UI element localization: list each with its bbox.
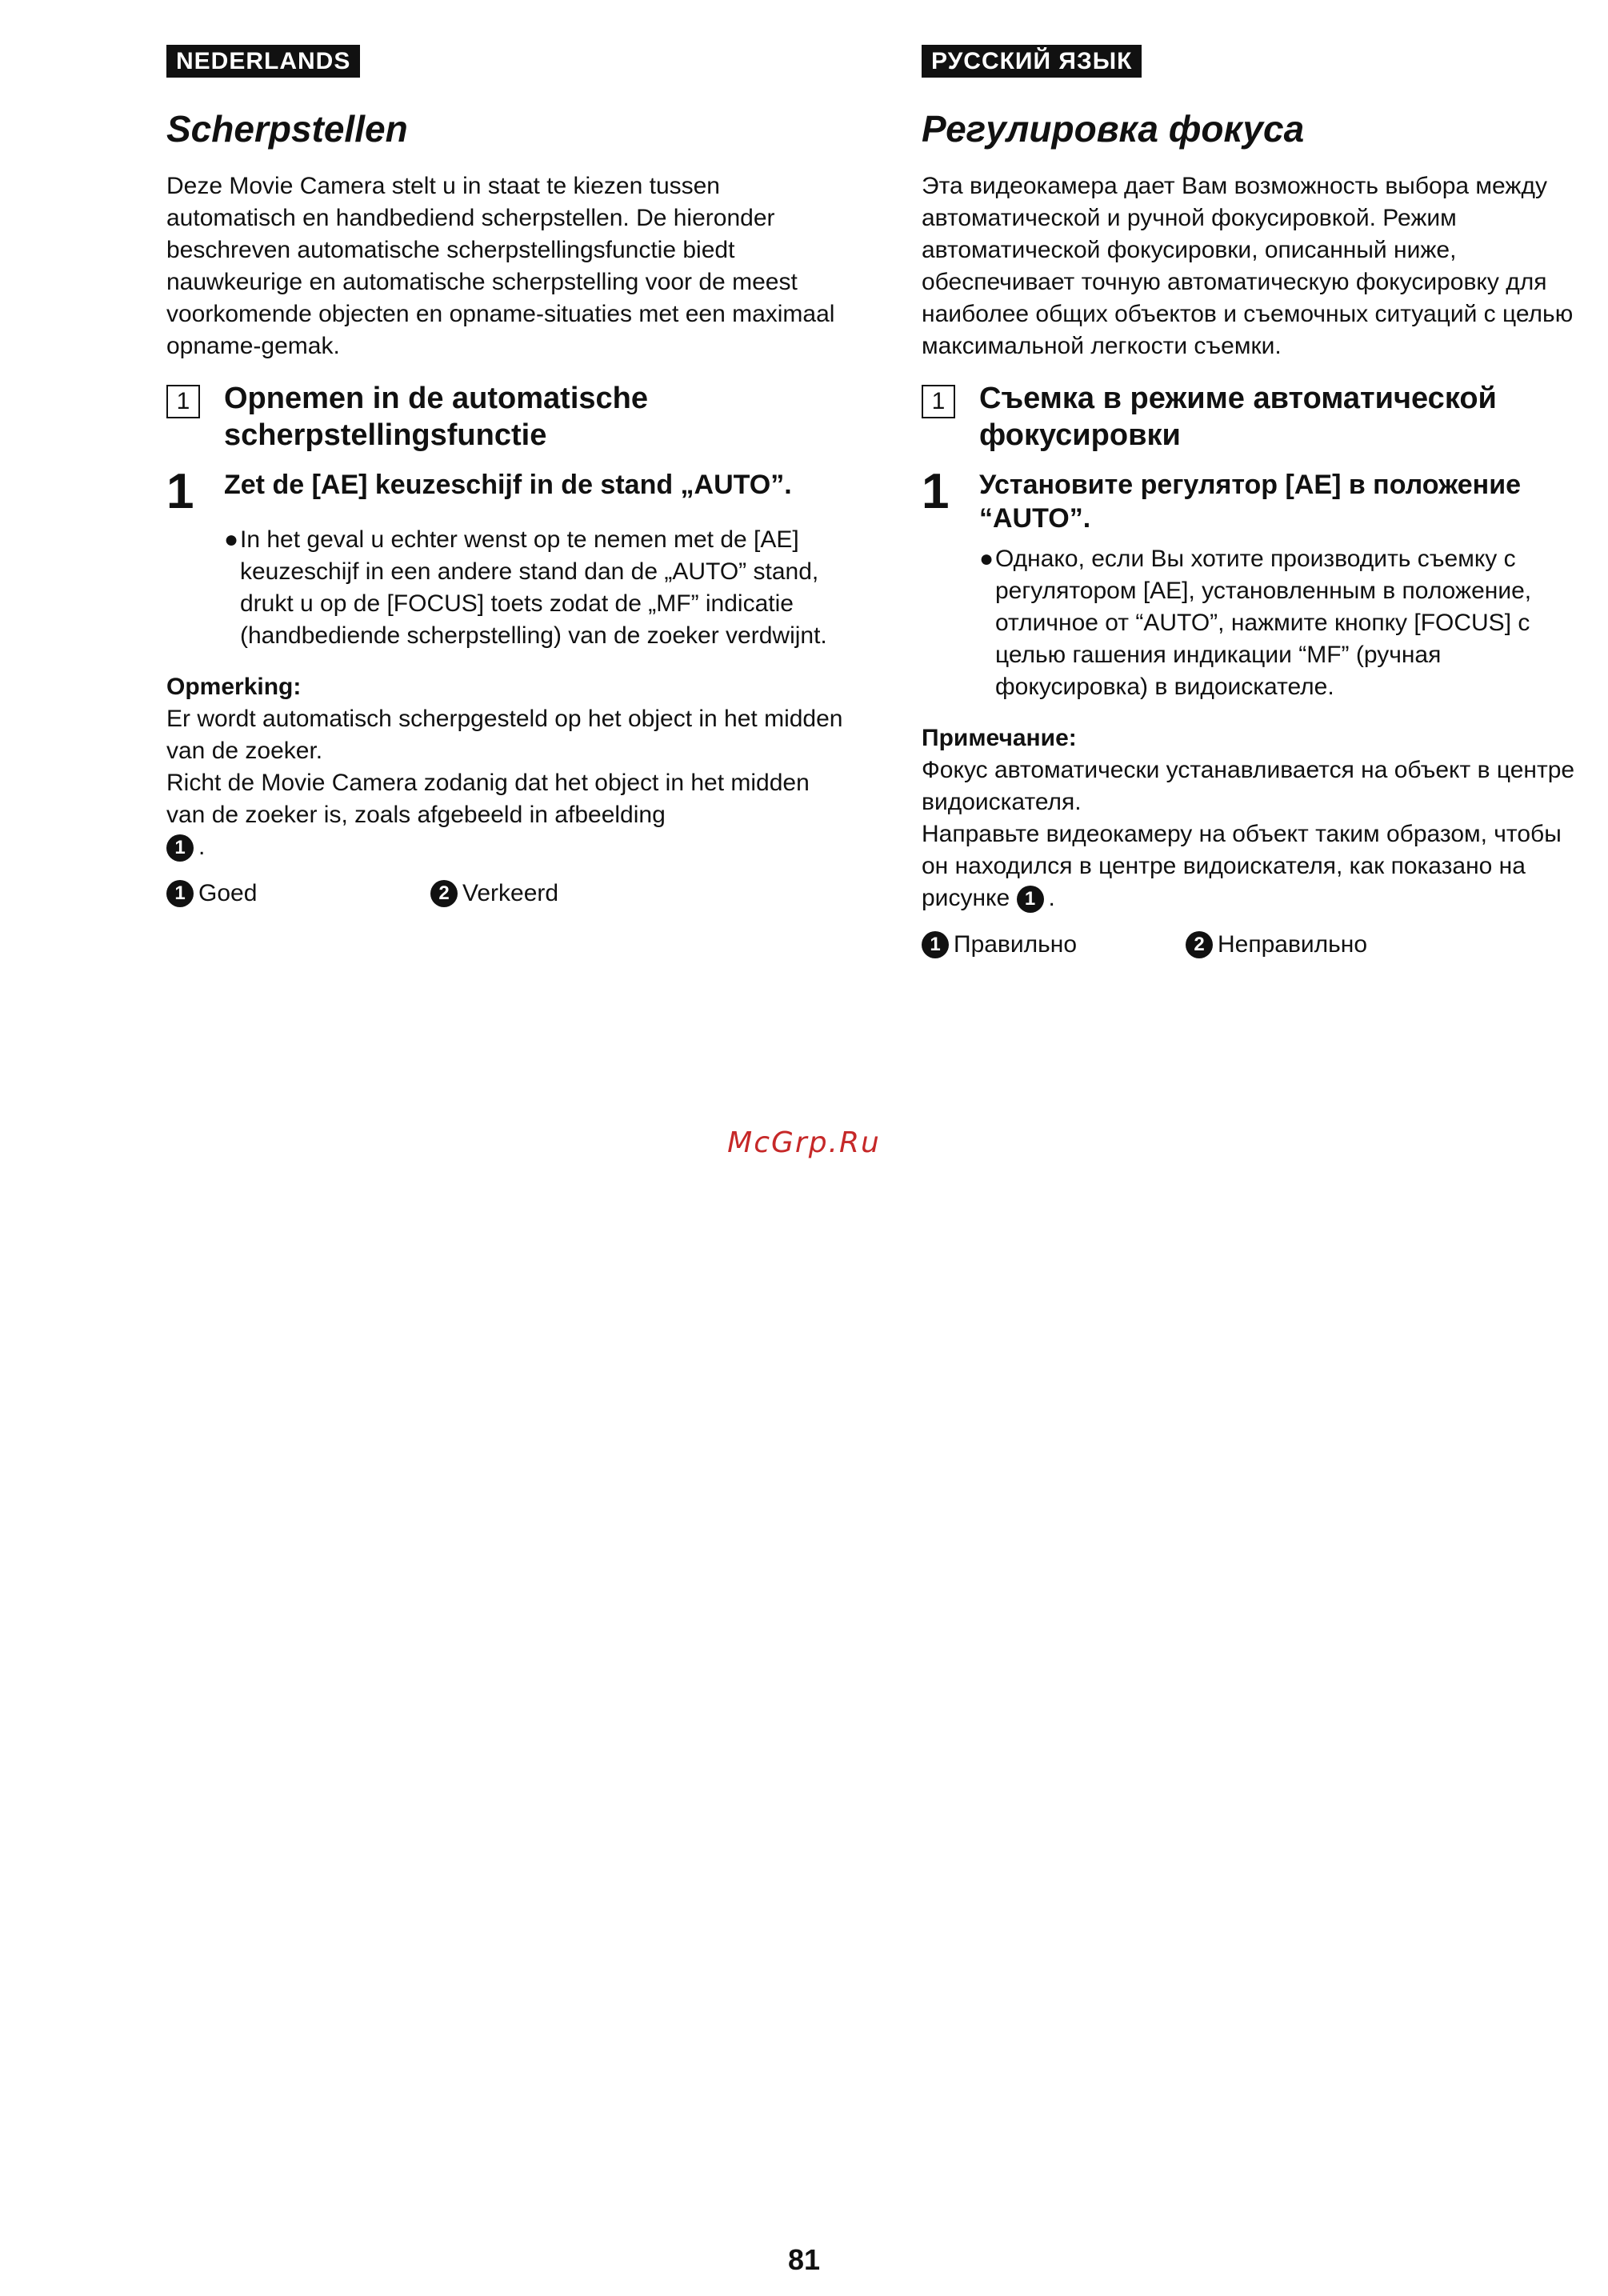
page-number: 81	[787, 2243, 821, 2276]
section-title: Scherpstellen	[166, 108, 408, 150]
figure-label-1-number-icon: 1	[166, 880, 194, 907]
sub-step-text: Установите регулятор [AE] в положение “AUTO”.	[979, 470, 1522, 534]
language-badge: РУССКИЙ ЯЗЫК	[922, 45, 1142, 78]
figure-label-1-number-icon: 1	[922, 931, 949, 958]
figure-label-2-text: Неправильно	[1218, 931, 1368, 958]
figure-label-2-number-icon: 2	[430, 880, 458, 907]
figure-label-1	[922, 929, 1186, 961]
note-paragraph-2: Направьте видеокамеру на объект таким образом, чтобы он находился в центре видоискателя, как показано на рисунке 1 .	[922, 818, 1586, 914]
figure-label-2	[430, 878, 694, 910]
language-badge: NEDERLANDS	[166, 45, 360, 78]
intro-paragraph: Эта видеокамера дает Вам возможность выбора между автоматической и ручной фокусировкой. Режим автоматической фокусировки, описанный ниже, обеспечивает точную автоматическую фокусировку для наиболее общих объектов и съемочных ситуаций с целью максимальной легкости съемки.	[922, 173, 1574, 359]
step-heading-text: Opnemen in de automatische scherpstellingsfunctie	[224, 382, 648, 452]
bullet-dot-icon: ●	[224, 526, 239, 553]
figure-label-2-text: Verkeerd	[462, 880, 559, 906]
sub-step-number: 1	[922, 464, 950, 519]
bullet-text: In het geval u echter wenst op te nemen met de [AE] keuzeschijf in een andere stand dan de „AUTO” stand, drukt u op de [FOCUS] toets zodat de „MF” indicatie (handbediende scherpstelling) van de zoeker verdwijnt.	[240, 526, 827, 649]
figure-label-2	[1186, 929, 1450, 961]
figure-label-1	[166, 878, 430, 910]
watermark: McGrp.Ru	[727, 1126, 881, 1159]
section-title: Регулировка фокуса	[922, 108, 1305, 150]
sub-step-number: 1	[166, 464, 194, 519]
right-column	[922, 45, 1586, 961]
figure-labels	[166, 878, 854, 910]
sub-step-text: Zet de [AE] keuzeschijf in de stand „AUTO”.	[224, 470, 792, 500]
note-paragraph-1: Er wordt automatisch scherpgesteld op het object in het midden van de zoeker.	[166, 706, 843, 764]
note-paragraph-2-text: Richt de Movie Camera zodanig dat het object in het midden van de zoeker is, zoals afgebeeld in afbeelding	[166, 770, 810, 828]
figure-label-1-text: Правильно	[954, 931, 1078, 958]
note-paragraph-2: Richt de Movie Camera zodanig dat het object in het midden van de zoeker is, zoals afgebeeld in afbeelding 1 .	[166, 767, 854, 863]
sub-step	[166, 464, 854, 519]
step-heading	[922, 380, 1586, 454]
note-paragraph-2-text: Направьте видеокамеру на объект таким образом, чтобы он находился в центре видоискателя, как показано на рисунке	[922, 821, 1562, 911]
note-paragraph-1: Фокус автоматически устанавливается на объект в центре видоискателя.	[922, 757, 1575, 815]
sub-step	[922, 464, 1586, 535]
bullet-item	[224, 524, 854, 652]
step-heading-text: Съемка в режиме автоматической фокусировки	[979, 382, 1497, 452]
figure-label-1-text: Goed	[198, 880, 258, 906]
step-number-box: 1	[166, 385, 200, 418]
step-number-box: 1	[922, 385, 955, 418]
bullet-text: Однако, если Вы хотите производить съемку с регулятором [AE], установленным в положение, отличное от “AUTO”, нажмите кнопку [FOCUS] с целью гашения индикации “MF” (ручная фокусировка) в видоискателе.	[995, 546, 1532, 700]
step-heading	[166, 380, 854, 454]
figure-label-2-number-icon: 2	[1186, 931, 1213, 958]
note-heading: Примечание:	[922, 725, 1077, 751]
bullet-item	[979, 543, 1586, 703]
left-column	[166, 45, 854, 910]
intro-paragraph: Deze Movie Camera stelt u in staat te kiezen tussen automatisch en handbediend scherpstellen. De hieronder beschreven automatische scherpstellingsfunctie biedt nauwkeurige en automatische scherpstelling voor de meest voorkomende objecten en opname-situaties met een maximaal opname-gemak.	[166, 173, 835, 359]
figure-ref-icon: 1	[166, 834, 194, 862]
figure-labels	[922, 929, 1586, 961]
bullet-dot-icon: ●	[979, 546, 994, 572]
note-heading: Opmerking:	[166, 674, 302, 700]
figure-ref-icon: 1	[1017, 886, 1044, 913]
